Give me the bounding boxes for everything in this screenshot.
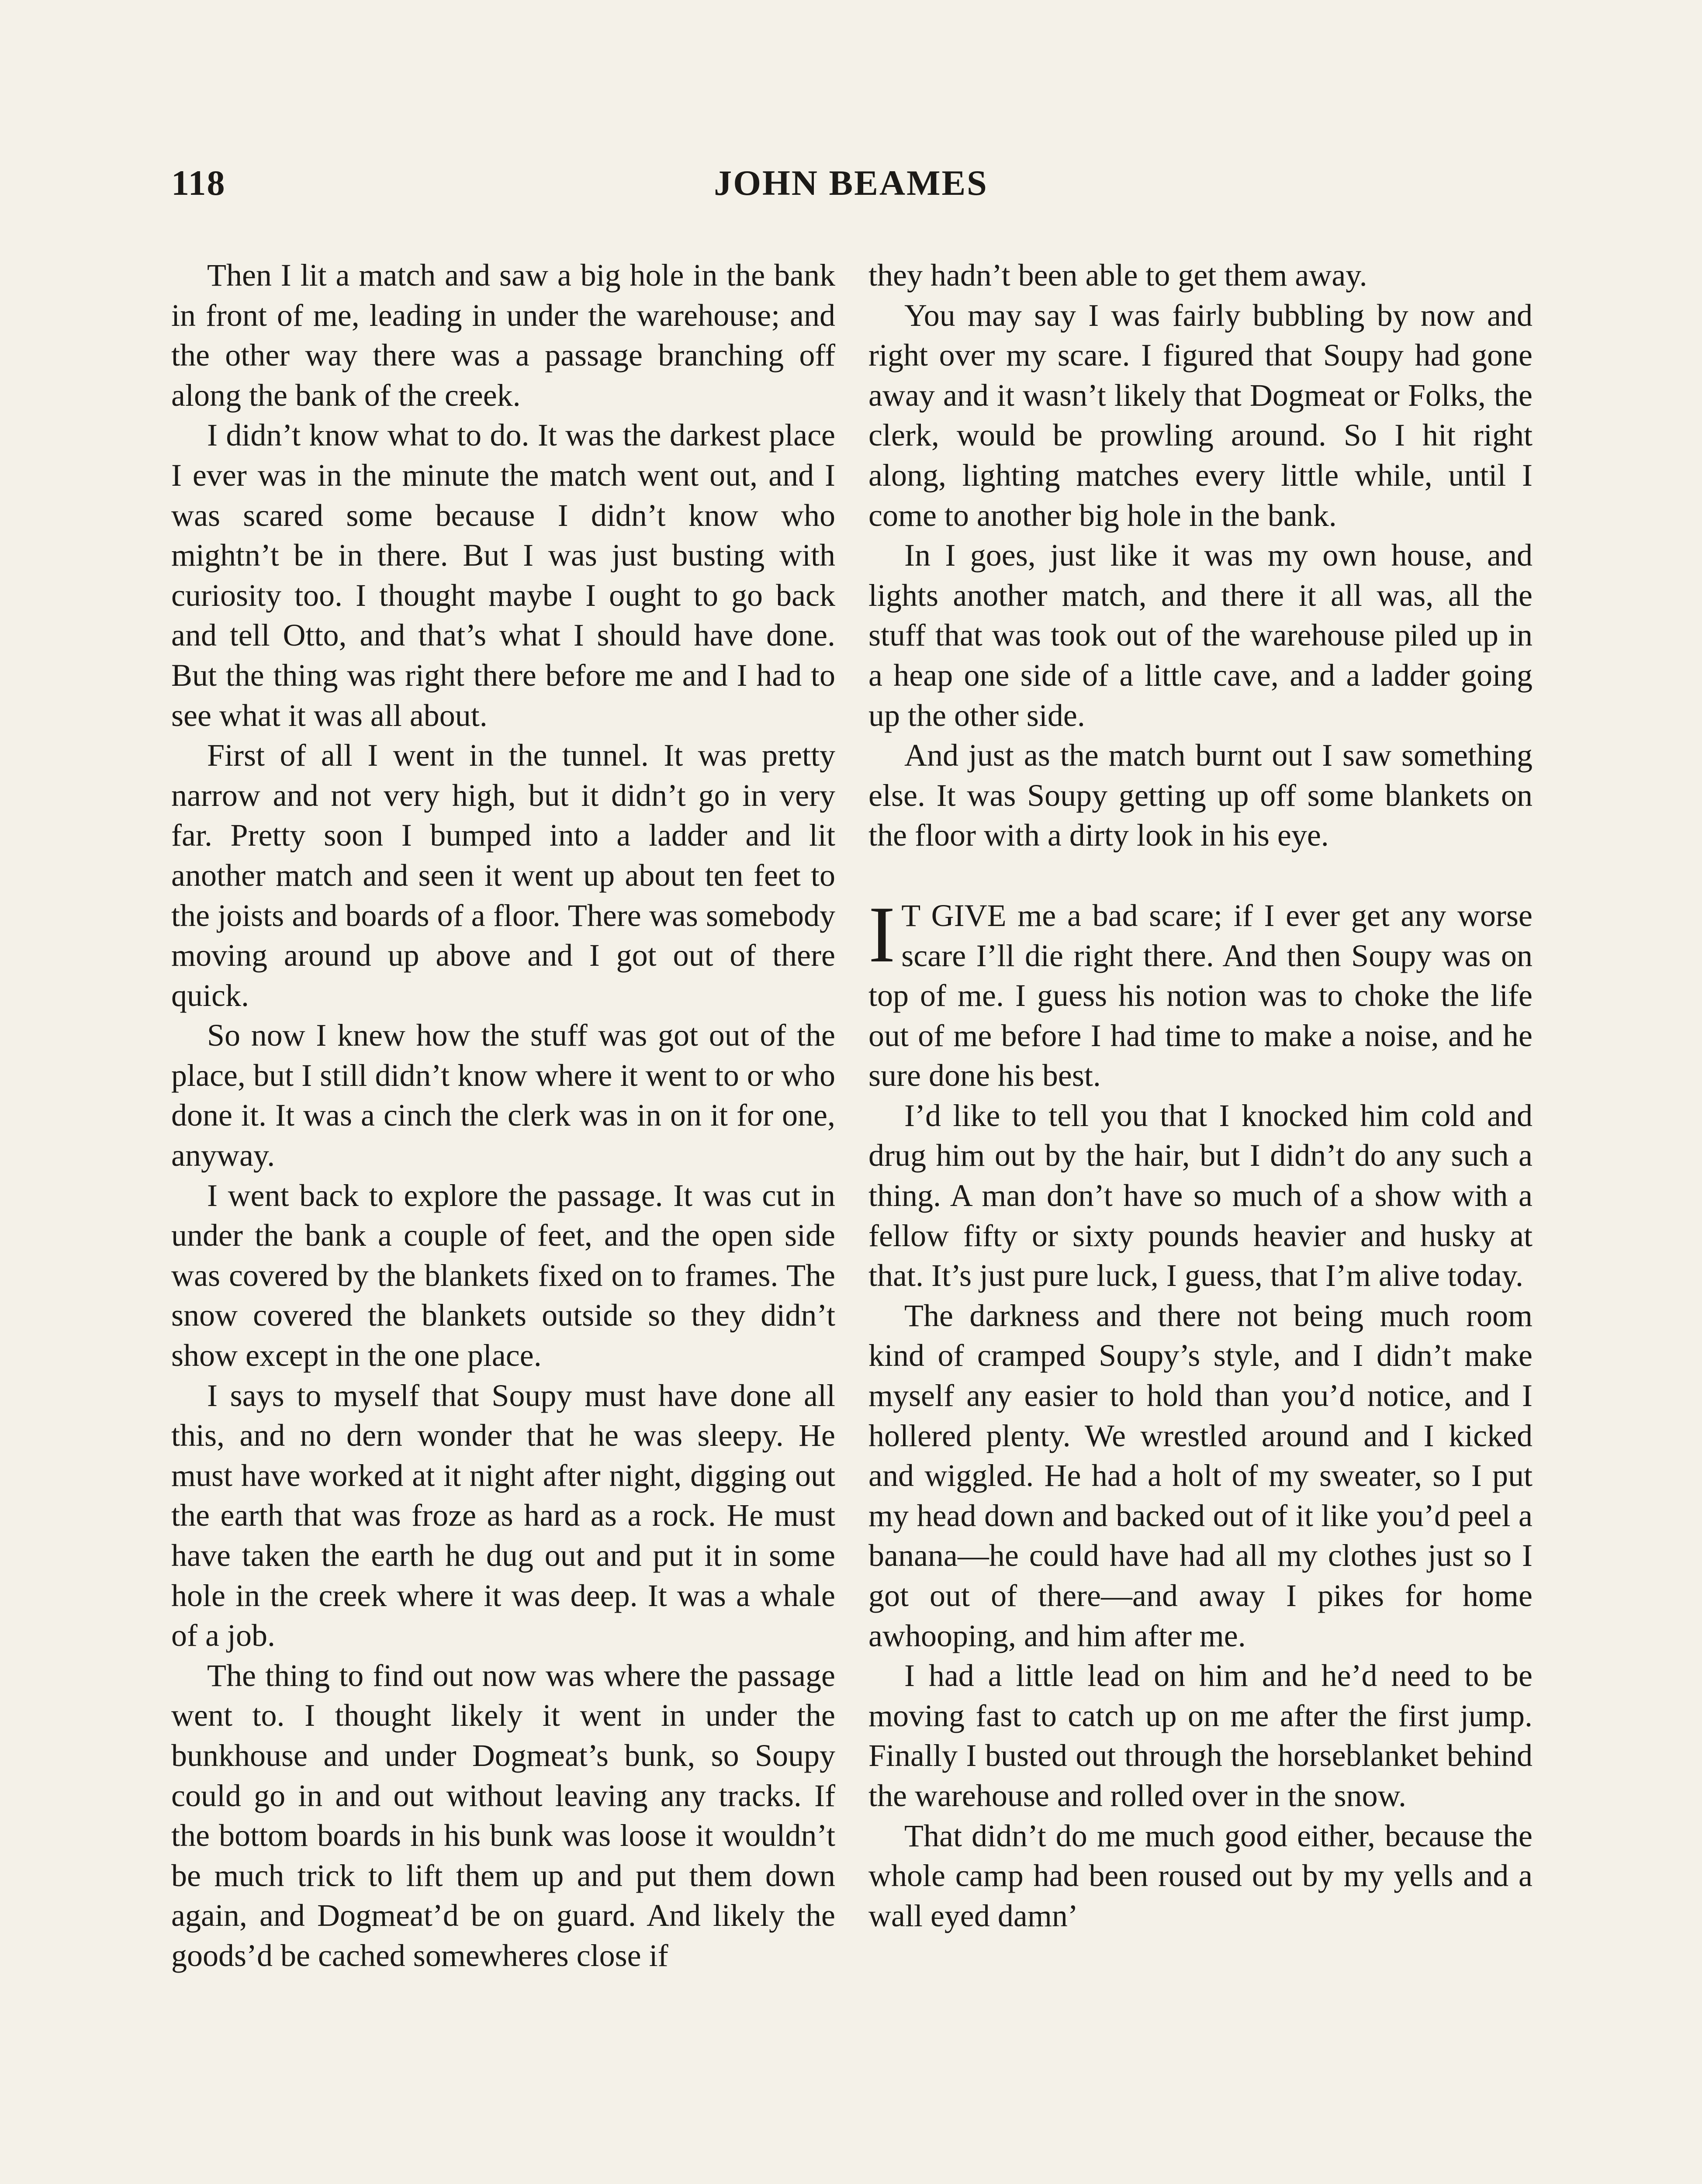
paragraph: I had a little lead on him and he’d need to be moving fast to catch up on me after the first jump. Finally I busted out through the horseblanket behind the warehouse and rolled over in the snow. (868, 1658, 1532, 1813)
running-head (171, 162, 1531, 215)
paragraph: In I goes, just like it was my own house, and lights another match, and there it all was, all the stuff that was took out of the warehouse piled up in a heap one side of a little cave, and a ladder going up the other side. (868, 538, 1532, 733)
paragraph: Then I lit a match and saw a big hole in the bank in front of me, leading in under the warehouse; and the other way there was a passage branching off along the bank of the creek. (171, 258, 835, 413)
dropcap-paragraph-text: T GIVE me a bad scare; if I ever get any worse scare I’ll die right there. And then Soupy was on top of me. I guess his notion was to choke the life out of me before I had time to make a noise, and he sure done his best. (868, 898, 1532, 1093)
paragraph: You may say I was fairly bubbling by now and right over my scare. I figured that Soupy had gone away and it wasn’t likely that Dogmeat or Folks, the clerk, would be prowling around. So I hit right along, lighting matches every little while, until I come to another big hole in the bank. (868, 297, 1532, 533)
paragraph: First of all I went in the tunnel. It was pretty narrow and not very high, but it didn’t go in very far. Pretty soon I bumped into a ladder and lit another match and seen it went up about ten feet to the joists and boards of a floor. There was somebody moving around up above and I got out of there quick. (171, 738, 835, 1013)
paragraph: I went back to explore the passage. It was cut in under the bank a couple of feet, and the open side was covered by the blankets fixed on to frames. The snow covered the blankets outside so they didn’t show except in the one place. (171, 1178, 835, 1373)
paragraph: The darkness and there not being much room kind of cramped Soupy’s style, and I didn’t make myself any easier to hold than you’d notice, and I hollered plenty. We wrestled around and I kicked and wiggled. He had a holt of my sweater, so I put my head down and backed out of it like you’d peel a banana—he could have had all my clothes just so I got out of there—and away I pikes for home awhooping, and him after me. (868, 1298, 1532, 1653)
paragraph: The thing to find out now was where the passage went to. I thought likely it went in under the bunkhouse and under Dogmeat’s bunk, so Soupy could go in and out without leaving any tracks. If the bottom boards in his bunk was loose it wouldn’t be much trick to lift them up and put them down again, and Dogmeat’d be on guard. And likely the goods’d be cached somewheres close if (171, 1658, 835, 1973)
paragraph: That didn’t do me much good either, because the whole camp had been roused out by my yells and a wall eyed damn’ (868, 1818, 1532, 1933)
running-title: JOHN BEAMES (714, 163, 988, 203)
left-column (171, 256, 835, 1976)
paragraph: I says to myself that Soupy must have done all this, and no dern wonder that he was sleepy. He must have worked at it night after night, digging out the earth that was froze as hard as a rock. He must have taken the earth he dug out and put it in some hole in the creek where it was deep. It was a whale of a job. (171, 1378, 835, 1653)
paragraph: And just as the match burnt out I saw something else. It was Soupy getting up off some blankets on the floor with a dirty look in his eye. (868, 738, 1532, 853)
paragraph: So now I knew how the stuff was got out of the place, but I still didn’t know where it went to or who done it. It was a cinch the clerk was in on it for one, anyway. (171, 1018, 835, 1173)
paragraph: I’d like to tell you that I knocked him cold and drug him out by the hair, but I didn’t do any such a thing. A man don’t have so much of a show with a fellow fifty or sixty pounds heavier and husky at that. It’s just pure luck, I guess, that I’m alive today. (868, 1098, 1532, 1293)
paragraph-continued: they hadn’t been able to get them away. (868, 258, 1367, 293)
right-column (868, 256, 1532, 1936)
dropcap-paragraph (868, 889, 1532, 1096)
drop-cap: I (868, 889, 896, 979)
page-number: 118 (171, 163, 226, 203)
section-break (868, 856, 1532, 896)
paragraph: I didn’t know what to do. It was the darkest place I ever was in the minute the match went out, and I was scared some because I didn’t know who mightn’t be in there. But I was just busting with curiosity too. I thought maybe I ought to go back and tell Otto, and that’s what I should have done. But the thing was right there before me and I had to see what it was all about. (171, 418, 835, 733)
